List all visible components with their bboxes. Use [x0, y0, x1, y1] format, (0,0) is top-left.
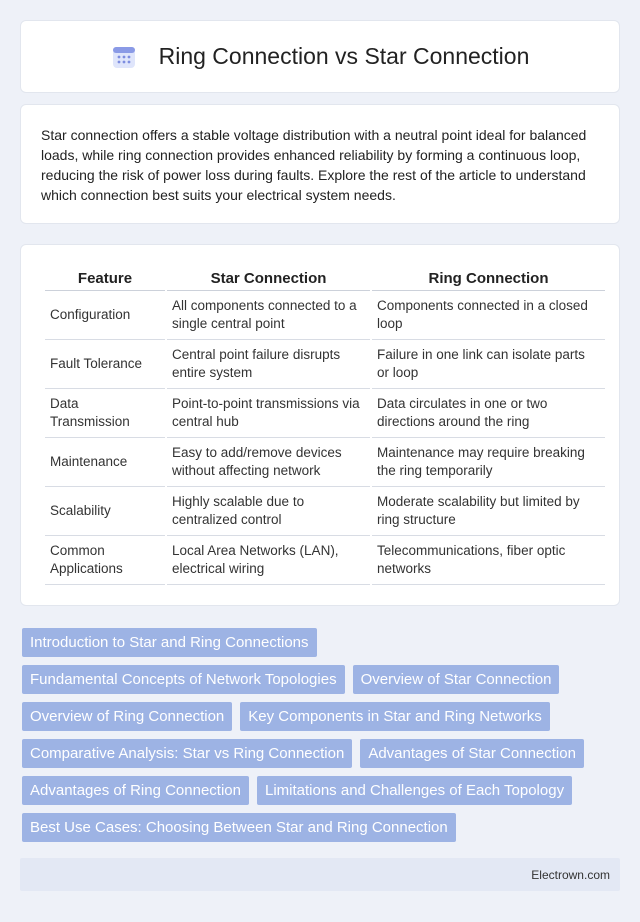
table-cell-star: Point-to-point transmissions via central hub	[167, 389, 370, 438]
table-header-row	[45, 269, 605, 291]
topic-tag-link[interactable]: Key Components in Star and Ring Networks	[240, 702, 549, 731]
table-cell-star: Local Area Networks (LAN), electrical wiring	[167, 536, 370, 585]
table-row	[45, 487, 605, 536]
table-cell-feature: Fault Tolerance	[45, 340, 165, 389]
comparison-table-card	[20, 244, 620, 606]
topic-tag-link[interactable]: Advantages of Star Connection	[360, 739, 584, 768]
topic-tag-link[interactable]: Comparative Analysis: Star vs Ring Connection	[22, 739, 352, 768]
topic-tag-link[interactable]: Overview of Ring Connection	[22, 702, 232, 731]
table-cell-star: Highly scalable due to centralized control	[167, 487, 370, 536]
table-cell-star: Central point failure disrupts entire system	[167, 340, 370, 389]
table-cell-feature: Configuration	[45, 291, 165, 340]
topic-tag-link[interactable]: Best Use Cases: Choosing Between Star and Ring Connection	[22, 813, 456, 842]
calendar-grid-icon	[111, 44, 137, 70]
topic-tag-link[interactable]: Limitations and Challenges of Each Topology	[257, 776, 572, 805]
page-title: Ring Connection vs Star Connection	[158, 43, 530, 69]
topic-tag-link[interactable]: Advantages of Ring Connection	[22, 776, 249, 805]
table-row	[45, 340, 605, 389]
topic-tag-list	[22, 628, 622, 842]
table-cell-ring: Maintenance may require breaking the ring temporarily	[372, 438, 605, 487]
table-row	[45, 438, 605, 487]
table-cell-ring: Telecommunications, fiber optic networks	[372, 536, 605, 585]
topic-tag-link[interactable]: Fundamental Concepts of Network Topologies	[22, 665, 345, 694]
table-row	[45, 536, 605, 585]
table-cell-feature: Common Applications	[45, 536, 165, 585]
table-cell-feature: Data Transmission	[45, 389, 165, 438]
column-header: Ring Connection	[372, 269, 605, 291]
table-row	[45, 389, 605, 438]
table-cell-ring: Moderate scalability but limited by ring structure	[372, 487, 605, 536]
intro-text: Star connection offers a stable voltage distribution with a neutral point ideal for balanced loads, while ring connection provides enhanced reliability by forming a continuous loop, reducing the risk of power loss during faults. Explore the rest of the article to understand which connection best suits your electrical system needs.	[41, 127, 587, 203]
table-cell-feature: Maintenance	[45, 438, 165, 487]
table-cell-ring: Failure in one link can isolate parts or loop	[372, 340, 605, 389]
topic-tag-link[interactable]: Introduction to Star and Ring Connections	[22, 628, 317, 657]
table-cell-star: All components connected to a single central point	[167, 291, 370, 340]
comparison-table	[43, 269, 607, 585]
topic-tag-link[interactable]: Overview of Star Connection	[353, 665, 560, 694]
column-header: Feature	[45, 269, 165, 291]
footer	[20, 858, 620, 891]
table-cell-feature: Scalability	[45, 487, 165, 536]
table-row	[45, 291, 605, 340]
title-card	[20, 20, 620, 93]
footer-site-name: Electrown.com	[531, 867, 610, 882]
intro-card	[20, 104, 620, 224]
table-cell-ring: Components connected in a closed loop	[372, 291, 605, 340]
table-cell-ring: Data circulates in one or two directions around the ring	[372, 389, 605, 438]
table-cell-star: Easy to add/remove devices without affecting network	[167, 438, 370, 487]
column-header: Star Connection	[167, 269, 370, 291]
